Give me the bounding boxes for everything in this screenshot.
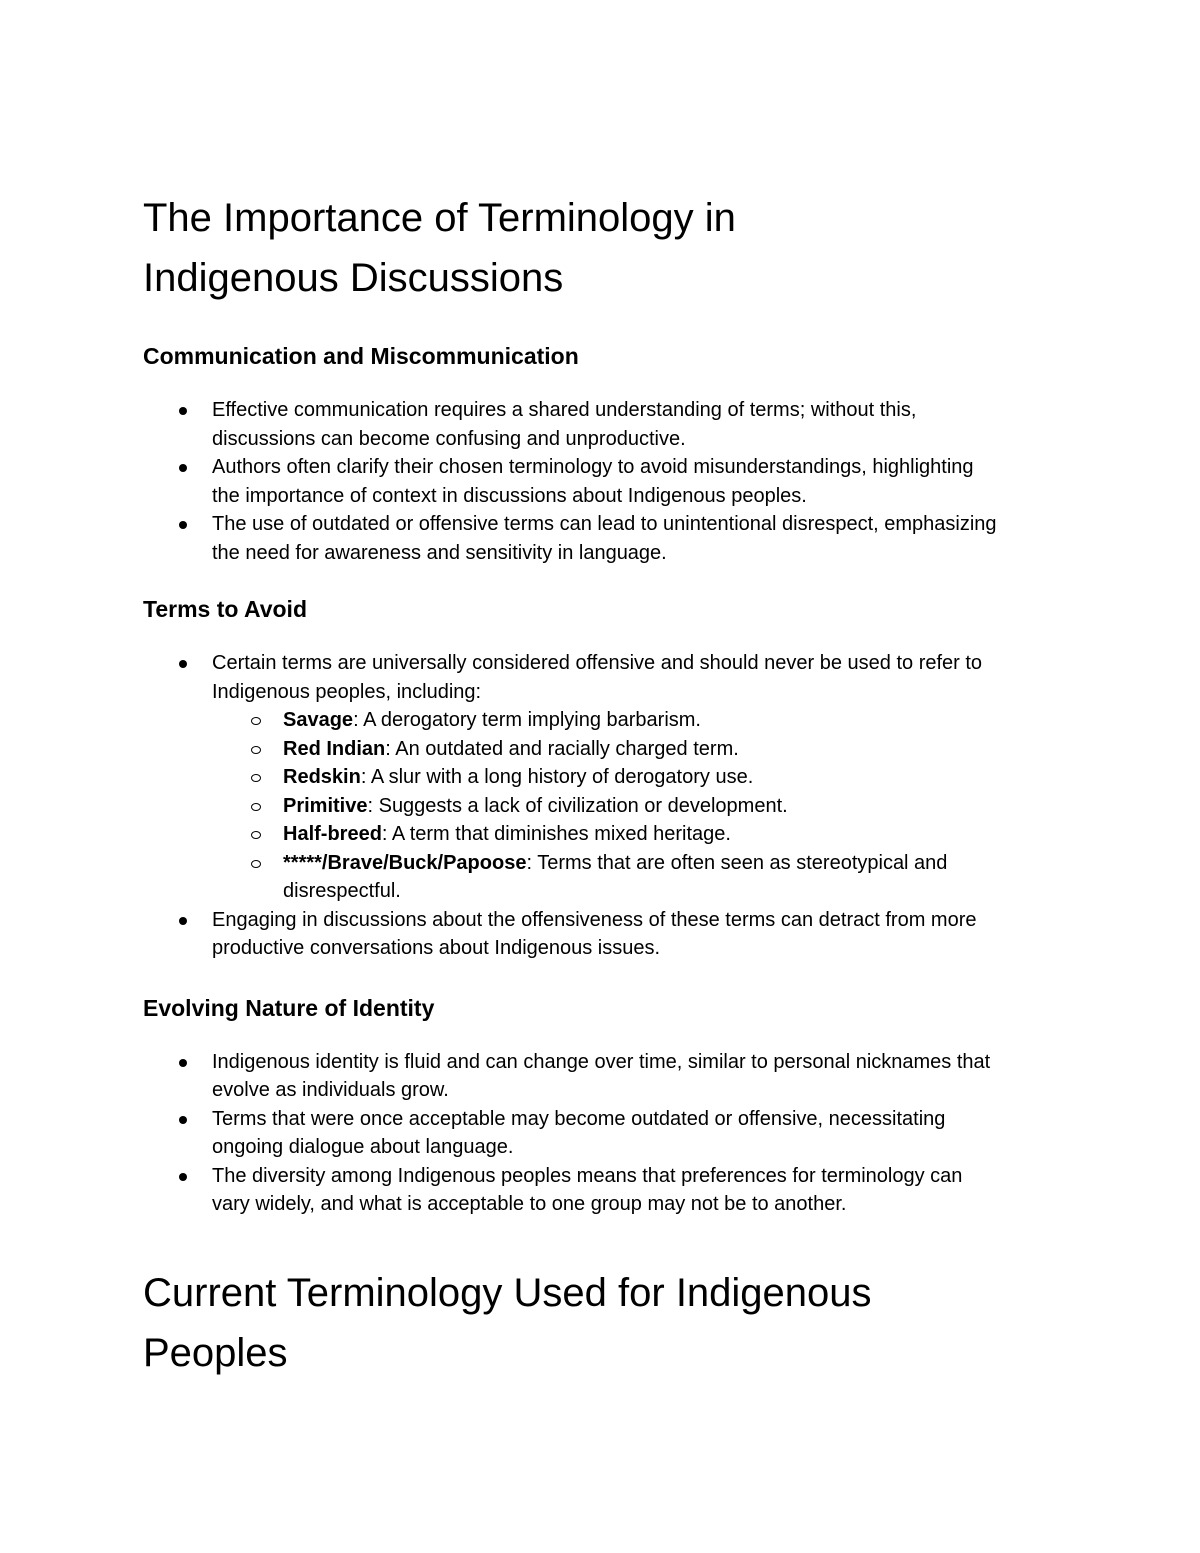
term-name: Half-breed (283, 823, 382, 845)
avoid-list (143, 649, 1068, 963)
term-name: Primitive (283, 794, 368, 817)
list-item: Terms that were once acceptable may become outdated or offensive, necessitating ongoing dialogue about language. (143, 1105, 1068, 1162)
circle-bullet-icon (251, 746, 261, 754)
identity-list (143, 1048, 1068, 1219)
list-item: The diversity among Indigenous peoples means that preferences for terminology can vary widely, and what is acceptable to one group may not be to another. (143, 1162, 1068, 1219)
circle-bullet-icon (251, 831, 261, 839)
title2-line-1: Current Terminology Used for Indigenous (143, 1270, 872, 1315)
term-description-cont: disrespectful. (283, 880, 401, 902)
bullet-icon (179, 1059, 187, 1067)
bullet-icon (179, 464, 187, 472)
term-description: : A slur with a long history of derogatory use. (360, 766, 754, 788)
circle-bullet-icon (251, 717, 261, 725)
term-item (143, 706, 1068, 735)
term-name: Red Indian (283, 737, 386, 760)
document-page (143, 188, 1068, 1383)
term-description: : A derogatory term implying barbarism. (353, 709, 701, 731)
bullet-icon (179, 407, 187, 415)
term-description: : Terms that are often seen as stereotypical and (526, 851, 948, 874)
title-line-2: Indigenous Discussions (143, 256, 564, 300)
term-name: *****/Brave/Buck/Papoose (283, 851, 527, 874)
list-item: Effective communication requires a shared understanding of terms; without this, discussions can become confusing and unproductive. (143, 396, 1068, 453)
section-title-2 (143, 1263, 1068, 1383)
title-line-1: The Importance of Terminology in (143, 196, 736, 240)
term-name: Savage (283, 709, 354, 731)
term-item (143, 735, 1068, 764)
list-item: The use of outdated or offensive terms can lead to unintentional disrespect, emphasizing the need for awareness and sensitivity in language. (143, 510, 1068, 567)
title2-line-2: Peoples (143, 1330, 288, 1375)
term-description: : A term that diminishes mixed heritage. (381, 823, 731, 845)
section-title (143, 188, 1068, 308)
bullet-icon (179, 660, 187, 668)
circle-bullet-icon (251, 803, 261, 811)
list-item: Engaging in discussions about the offensiveness of these terms can detract from more productive conversations about Indigenous issues. (143, 906, 1068, 963)
bullet-icon (179, 1173, 187, 1181)
list-item: Indigenous identity is fluid and can change over time, similar to personal nicknames that evolve as individuals grow. (143, 1048, 1068, 1105)
communication-list (143, 396, 1068, 567)
term-description: : Suggests a lack of civilization or development. (367, 794, 788, 817)
bullet-icon (179, 1116, 187, 1124)
heading-terms-to-avoid: Terms to Avoid (143, 596, 307, 622)
bullet-icon (179, 917, 187, 925)
bullet-icon (179, 521, 187, 529)
offensive-terms-list (143, 706, 1068, 906)
term-item (143, 792, 1068, 821)
term-name: Redskin (283, 766, 361, 788)
list-item: Authors often clarify their chosen terminology to avoid misunderstandings, highlighting the importance of context in discussions about Indigenous peoples. (143, 453, 1068, 510)
term-description: : An outdated and racially charged term. (385, 737, 739, 760)
term-item (143, 849, 1068, 906)
term-item (143, 820, 1068, 849)
circle-bullet-icon (251, 774, 261, 782)
term-item (143, 763, 1068, 792)
circle-bullet-icon (251, 860, 261, 868)
heading-evolving-identity: Evolving Nature of Identity (143, 994, 435, 1021)
heading-communication: Communication and Miscommunication (143, 343, 579, 369)
list-item: Certain terms are universally considered offensive and should never be used to refer to Indigenous peoples, including: Savage: A derogatory term implying barbarism. Red Indian: An outdated and racially charged term. Redskin: A slur with a long history of derogatory use. Primitive: Suggests a lack of civilization or development. Half-breed: A term that diminishes mixed heritage. *****/Brave/Buck/Papoose: Terms that are often seen as stereotypical and disrespectful. (143, 649, 1068, 906)
